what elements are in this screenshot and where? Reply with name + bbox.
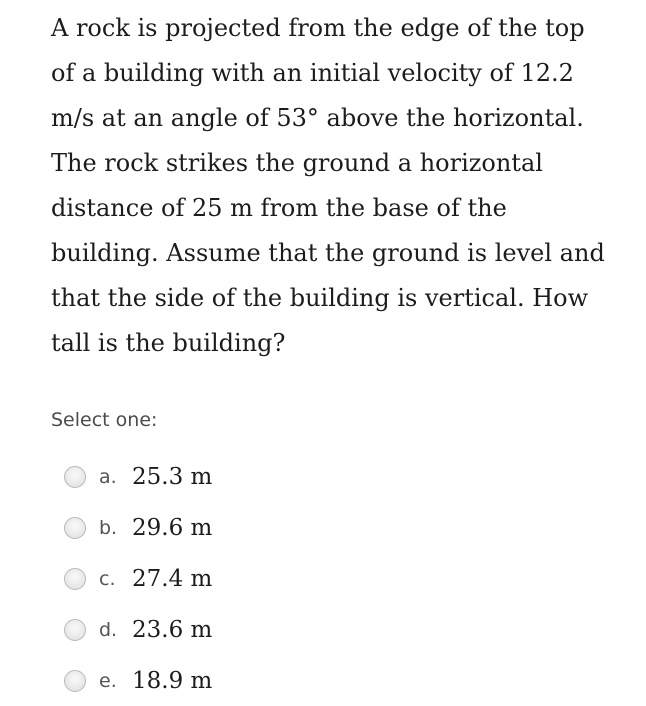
radio-button-e[interactable] [64, 670, 86, 692]
radio-button-a[interactable] [64, 466, 86, 488]
option-letter: e. [99, 669, 117, 692]
option-answer[interactable]: 27.4 m [132, 565, 213, 592]
option-letter: b. [99, 516, 118, 539]
option-answer[interactable]: 23.6 m [132, 616, 213, 643]
option-e[interactable] [64, 655, 212, 706]
option-answer[interactable]: 29.6 m [132, 514, 213, 541]
radio-button-b[interactable] [64, 517, 86, 539]
radio-button-c[interactable] [64, 568, 86, 590]
option-a[interactable] [64, 451, 212, 502]
option-c[interactable] [64, 553, 212, 604]
option-answer[interactable]: 18.9 m [132, 667, 213, 694]
question-text: A rock is projected from the edge of the top of a building with an initial velocity of 12.2 m/s at an angle of 53° above the horizontal. The rock strikes the ground a horizontal distance of 25 m from the base of the building. Assume that the ground is level and that the side of the building is vertical. How tall is the building? [51, 14, 605, 357]
option-b[interactable] [64, 502, 212, 553]
option-answer[interactable]: 25.3 m [132, 463, 213, 490]
option-letter: c. [99, 567, 116, 590]
select-one-prompt: Select one: [51, 409, 158, 431]
radio-button-d[interactable] [64, 619, 86, 641]
option-letter: a. [99, 465, 117, 488]
option-d[interactable] [64, 604, 212, 655]
answer-options [64, 451, 212, 706]
option-letter: d. [99, 618, 118, 641]
